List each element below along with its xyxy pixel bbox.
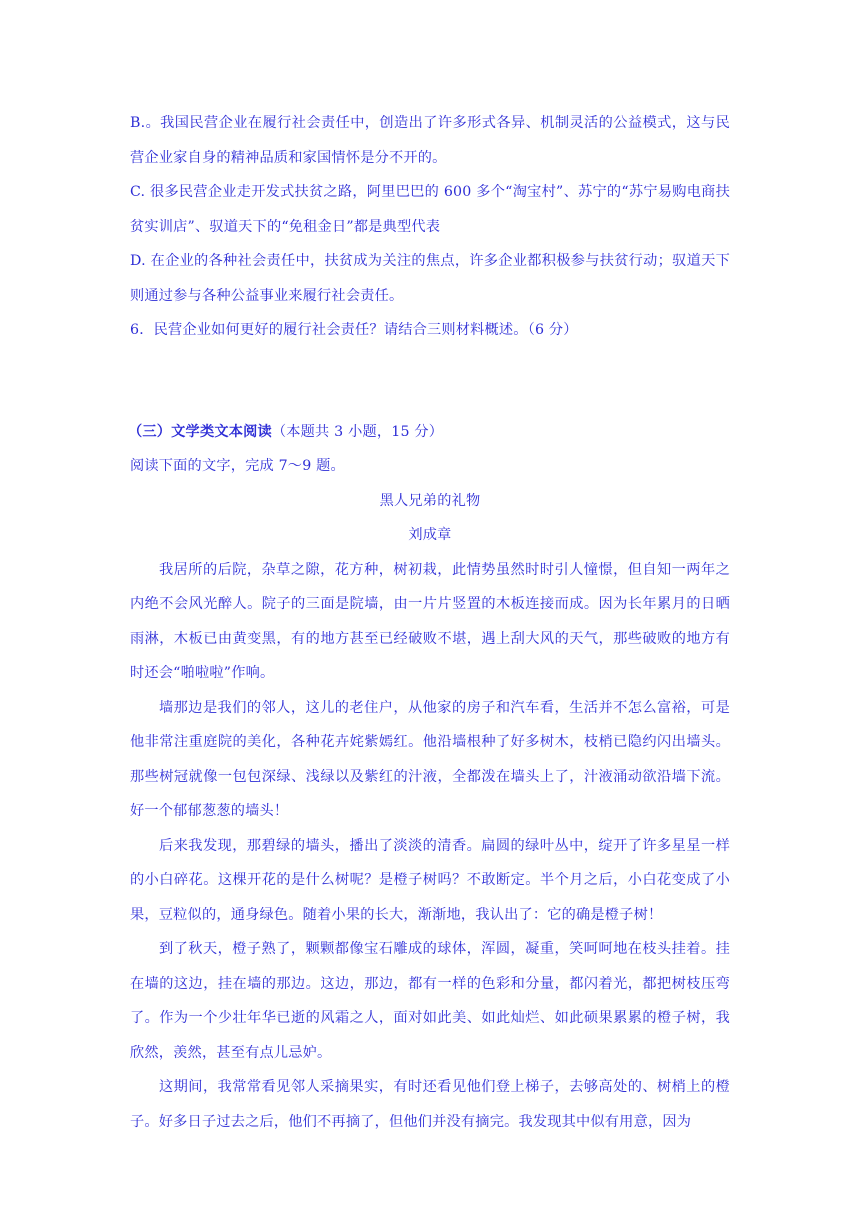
option-d: D. 在企业的各种社会责任中，扶贫成为关注的焦点，许多企业都积极参与扶贫行动；驭道天下则通过参与各种公益事业来履行社会责任。 <box>130 253 730 304</box>
article-paragraph: 到了秋天，橙子熟了，颗颗都像宝石雕成的球体，浑圆，凝重，笑呵呵地在枝头挂着。挂在墙的这边，挂在墙的那边。这边，那边，都有一样的色彩和分量，都闪着光，都把树枝压弯了。作为一个少壮年华已逝的风霜之人，面对如此美、如此灿烂、如此硕果累累的橙子树，我欣然，羡然，甚至有点儿忌妒。 <box>130 941 730 1061</box>
question-6: 6．民营企业如何更好的履行社会责任？请结合三则材料概述。（6 分） <box>130 322 578 338</box>
article-paragraph: 这期间，我常常看见邻人采摘果实，有时还看见他们登上梯子，去够高处的、树梢上的橙子。好多日子过去之后，他们不再摘了，但他们并没有摘完。我发现其中似有用意，因为 <box>130 1079 730 1130</box>
document-body <box>130 106 730 1139</box>
article-paragraph: 后来我发现，那碧绿的墙头，播出了淡淡的清香。扁圆的绿叶丛中，绽开了许多星星一样的小白碎花。这棵开花的是什么树呢？是橙子树吗？不敢断定。半个月之后，小白花变成了小果，豆粒似的，通身绿色。随着小果的长大，渐渐地，我认出了：它的确是橙子树！ <box>130 837 730 923</box>
article-paragraph: 墙那边是我们的邻人，这儿的老住户，从他家的房子和汽车看，生活并不怎么富裕，可是他非常注重庭院的美化，各种花卉姹紫嫣红。他沿墙根种了好多树木，枝梢已隐约闪出墙头。那些树冠就像一包包深绿、浅绿以及紫红的汁液，全都泼在墙头上了，汁液涌动欲沿墙下流。好一个郁郁葱葱的墙头！ <box>130 699 730 819</box>
option-c: C. 很多民营企业走开发式扶贫之路，阿里巴巴的 600 多个“淘宝村”、苏宁的“苏宁易购电商扶贫实训店”、驭道天下的“免租金日”都是典型代表 <box>130 184 730 235</box>
section-heading: （三）文学类文本阅读 <box>128 423 272 440</box>
option-b: B.。我国民营企业在履行社会责任中，创造出了许多形式各异、机制灵活的公益模式，这与民营企业家自身的精神品质和家国情怀是分不开的。 <box>130 115 730 166</box>
section-heading-line <box>128 415 730 450</box>
article-author: 刘成章 <box>408 527 452 543</box>
article-paragraph: 我居所的后院，杂草之隙，花方种，树初栽，此情势虽然时时引人憧憬，但自知一两年之内绝不会风光醉人。院子的三面是院墙，由一片片竖置的木板连接而成。因为长年累月的日晒雨淋，木板已由黄变黑，有的地方甚至已经破败不堪，遇上刮大风的天气，那些破败的地方有时还会“啪啦啦”作响。 <box>130 561 730 681</box>
section-heading-note: （本题共 3 小题，15 分） <box>271 423 444 440</box>
article-title: 黑人兄弟的礼物 <box>379 492 481 509</box>
section-instruction: 阅读下面的文字，完成 7～9 题。 <box>130 458 345 474</box>
section-spacer <box>130 348 730 415</box>
